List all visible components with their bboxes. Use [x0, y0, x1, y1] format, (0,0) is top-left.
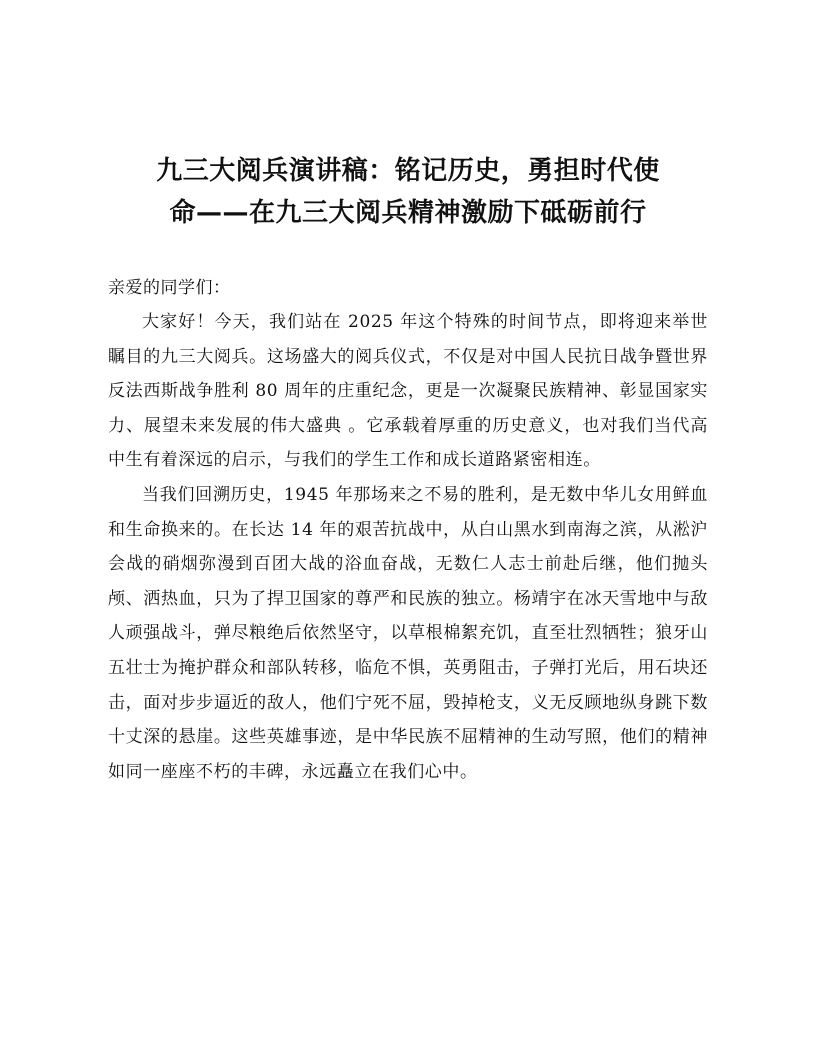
title-line-1: 九三大阅兵演讲稿：铭记历史，勇担时代使	[156, 156, 660, 186]
paragraph-1: 大家好！今天，我们站在 2025 年这个特殊的时间节点，即将迎来举世瞩目的九三大阅兵。这场盛大的阅兵仪式，不仅是对中国人民抗日战争暨世界反法西斯战争胜利 80 周年的庄重纪念，更是一次凝聚民族精神、彰显国家实力、展望未来发展的伟大盛典 。它承载着厚重的历史意义，也对我们当代高中生有着深远的启示，与我们的学生工作和成长道路紧密相连。	[108, 312, 708, 471]
document-title	[80, 150, 736, 234]
salutation: 亲爱的同学们：	[108, 278, 231, 298]
title-line-2: 命——在九三大阅兵精神激励下砥砺前行	[169, 198, 647, 228]
document-body	[108, 271, 708, 789]
paragraph-2: 当我们回溯历史，1945 年那场来之不易的胜利，是无数中华儿女用鲜血和生命换来的。在长达 14 年的艰苦抗战中，从白山黑水到南海之滨，从淞沪会战的硝烟弥漫到百团大战的浴血奋战，无数仁人志士前赴后继，他们抛头颅、洒热血，只为了捍卫国家的尊严和民族的独立。杨靖宇在冰天雪地中与敌人顽强战斗，弹尽粮绝后依然坚守，以草根棉絮充饥，直至壮烈牺牲；狼牙山五壮士为掩护群众和部队转移，临危不惧，英勇阻击，子弹打光后，用石块还击，面对步步逼近的敌人，他们宁死不屈，毁掉枪支，义无反顾地纵身跳下数十丈深的悬崖。这些英雄事迹，是中华民族不屈精神的生动写照，他们的精神如同一座座不朽的丰碑，永远矗立在我们心中。	[108, 484, 708, 782]
